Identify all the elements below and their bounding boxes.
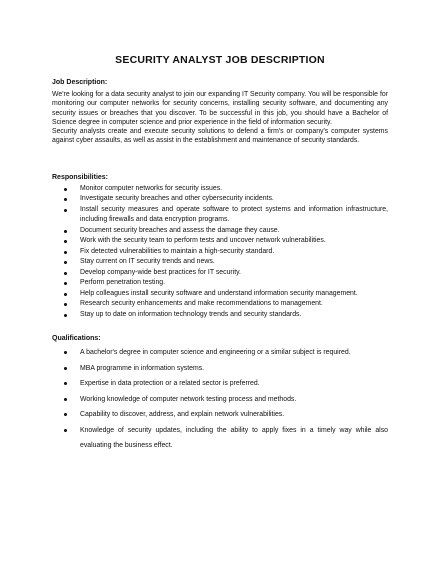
qualifications-section [52, 334, 388, 454]
list-item: MBA programme in information systems. [52, 361, 388, 377]
list-item: Monitor computer networks for security issues. [52, 184, 388, 195]
qualifications-heading: Qualifications: [52, 335, 101, 343]
list-item: Perform penetration testing. [52, 278, 388, 289]
list-item: Working knowledge of computer network testing process and methods. [52, 392, 388, 408]
job-description-section [52, 78, 388, 146]
job-description-heading: Job Description: [52, 79, 108, 86]
responsibilities-section [52, 173, 388, 321]
list-item: A bachelor's degree in computer science and engineering or a similar subject is required. [52, 345, 388, 361]
list-item: Expertise in data protection or a related sector is preferred. [52, 376, 388, 392]
list-item: Install security measures and operate software to protect systems and information infrastructure, including firewalls and data encryption programs. [52, 205, 388, 226]
list-item: Capability to discover, address, and explain network vulnerabilities. [52, 407, 388, 423]
list-item: Stay up to date on information technology trends and security standards. [52, 310, 388, 321]
list-item: Stay current on IT security trends and news. [52, 257, 388, 268]
list-item: Fix detected vulnerabilities to maintain a high-security standard. [52, 247, 388, 258]
list-item: Investigate security breaches and other cybersecurity incidents. [52, 194, 388, 205]
list-item: Research security enhancements and make recommendations to management. [52, 299, 388, 310]
document-title: SECURITY ANALYST JOB DESCRIPTION [115, 54, 325, 66]
list-item: Develop company-wide best practices for IT security. [52, 268, 388, 279]
qualifications-list [52, 345, 388, 454]
list-item: Work with the security team to perform tests and uncover network vulnerabilities. [52, 236, 388, 247]
job-description-paragraph-1: We're looking for a data security analyst to join our expanding IT Security company. You will be responsible for monitoring our computer networks for security concerns, installing security software, and documenting any security issues or breaches that you discover. To be successful in this job, you should have a Bachelor of Science degree in computer science and prior experience in the field of information security. [52, 91, 388, 126]
list-item: Knowledge of security updates, including the ability to apply fixes in a timely way while also evaluating the business effect. [52, 423, 388, 454]
responsibilities-list [52, 184, 388, 321]
list-item: Help colleagues install security software and understand information security management. [52, 289, 388, 300]
job-description-paragraph-2: Security analysts create and execute security solutions to defend a firm's or company's computer systems against cyber assaults, as well as assist in the establishment and maintenance of security standards. [52, 128, 388, 145]
responsibilities-heading: Responsibilities: [52, 173, 109, 181]
list-item: Document security breaches and assess the damage they cause. [52, 226, 388, 237]
